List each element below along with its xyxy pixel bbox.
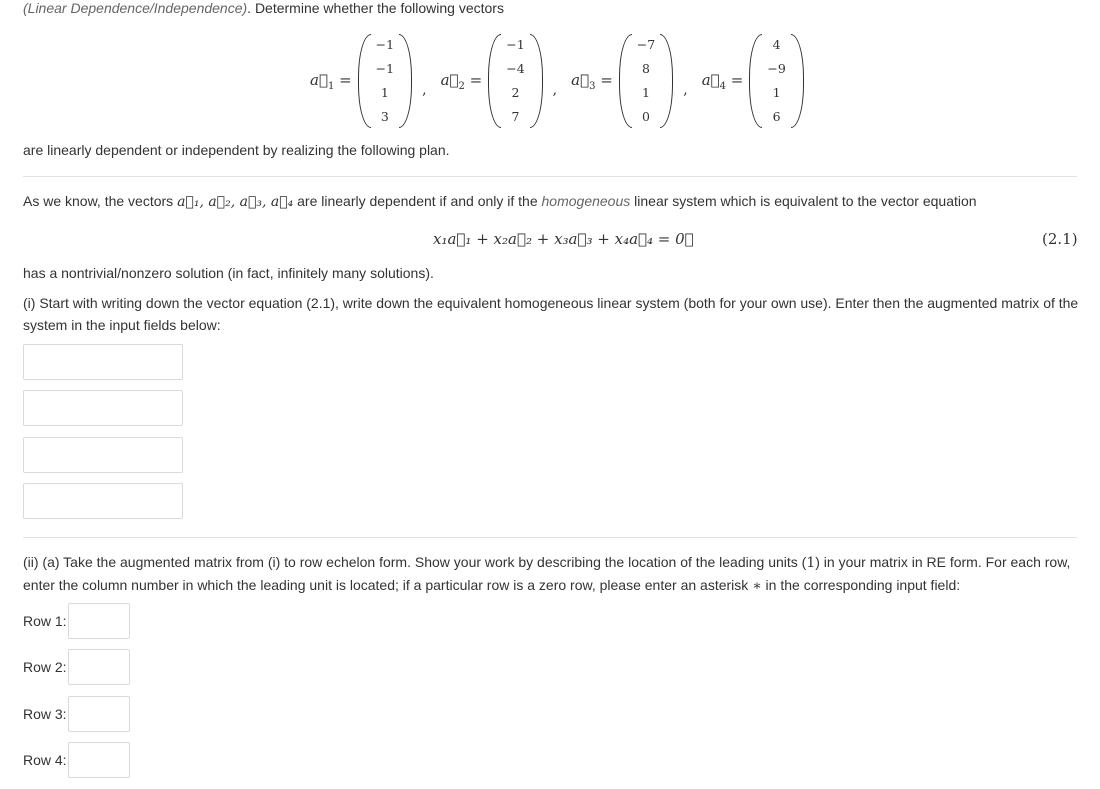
vector-entry: −1: [506, 37, 525, 52]
row-1-input[interactable]: [68, 603, 130, 639]
vector-equation: x₁a⃗₁ + x₂a⃗₂ + x₃a⃗₃ + x₄a⃗₄ = 0⃗: [433, 230, 694, 248]
equation-number: (2.1): [1042, 230, 1078, 248]
vector-entry: −4: [506, 61, 525, 76]
vector-entry: 1: [380, 85, 389, 100]
vector-a3: $a⃗_3$ = −7 8 1 0 ,: [571, 34, 688, 128]
row-4-input[interactable]: [68, 742, 130, 778]
vectors-list: a⃗₁, a⃗₂, a⃗₃, a⃗₄: [177, 194, 294, 210]
divider: [23, 537, 1077, 538]
homogeneous-emphasis: homogeneous: [541, 193, 631, 209]
row-4-label: Row 4:: [23, 752, 67, 768]
matrix-row-input-4[interactable]: [23, 483, 183, 519]
vector-entry: 6: [772, 109, 781, 124]
row-2-label: Row 2:: [23, 659, 67, 675]
vector-entry: 1: [642, 85, 650, 100]
vector-entry: 4: [772, 37, 781, 52]
row-3-label: Row 3:: [23, 706, 67, 722]
vector-entry: −7: [636, 37, 656, 52]
vector-entry: 8: [642, 61, 650, 76]
vector-label: $a⃗_2$ =: [440, 70, 483, 92]
row-2-input[interactable]: [68, 649, 130, 685]
vector-entry: 7: [511, 109, 520, 124]
problem-title: (Linear Dependence/Independence): [23, 0, 248, 16]
vectors-display: [310, 33, 818, 129]
step-i-instructions: (i) Start with writing down the vector equation (2.1), write down the equivalent homogeneous linear system (both for your own use). Enter then the augmented matrix of the system in the input fields below:: [23, 295, 1079, 333]
vector-label: $a⃗_1$ =: [310, 70, 352, 92]
vector-entry: 3: [380, 109, 389, 124]
vector-entry: 1: [772, 85, 781, 100]
matrix-row-input-1[interactable]: [23, 344, 183, 380]
vector-a2: $a⃗_2$ = −1 −4 2 7 ,: [441, 34, 558, 128]
plan-text: are linearly dependent or independent by realizing the following plan.: [23, 142, 450, 158]
nontrivial-text: has a nontrivial/nonzero solution (in fact, infinitely many solutions).: [23, 265, 434, 281]
row-1-label: Row 1:: [23, 613, 67, 629]
vector-label: $a⃗_4$ =: [701, 70, 744, 92]
vector-a1: $a⃗_1$ = −1 −1 1 3 ,: [310, 34, 427, 128]
divider: [23, 176, 1077, 177]
row-3-input[interactable]: [68, 696, 130, 732]
vector-entry: −1: [375, 61, 395, 76]
problem-intro-text: . Determine whether the following vectors: [247, 0, 504, 16]
problem-intro: [23, 0, 504, 18]
vector-entry: −9: [767, 61, 786, 76]
vector-entry: 0: [642, 109, 650, 124]
definition-text: As we know, the vectors a⃗₁, a⃗₂, a⃗₃, a⃗₄ are linearly dependent if and only if the homogeneous linear system which is equivalent to the vector equation: [23, 193, 977, 210]
vector-entry: 2: [511, 85, 520, 100]
matrix-row-input-2[interactable]: [23, 390, 183, 426]
step-ii-instructions: (ii) (a) Take the augmented matrix from (i) to row echelon form. Show your work by describing the location of the leading units (1) in your matrix in RE form. For each row, enter the column number in which the leading unit is located; if a particular row is a zero row, please enter an asterisk ∗ in the corresponding input field:: [23, 554, 1071, 594]
asterisk-symbol: ∗: [752, 578, 762, 594]
leading-unit: 1: [806, 555, 816, 571]
vector-a4: [702, 34, 804, 128]
matrix-row-input-3[interactable]: [23, 437, 183, 473]
vector-entry: −1: [375, 37, 395, 52]
vector-label: $a⃗_3$ =: [571, 70, 613, 92]
